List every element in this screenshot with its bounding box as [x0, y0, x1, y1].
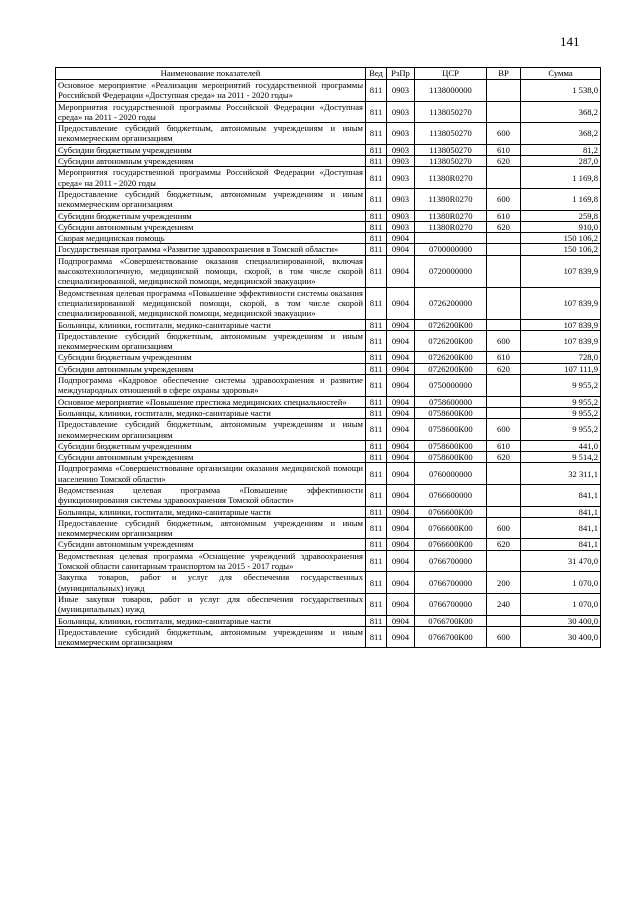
- row-name: Основное мероприятие «Повышение престижа медицинских специальностей»: [56, 396, 366, 407]
- row-vr: 620: [487, 363, 521, 374]
- table-row: [56, 572, 601, 594]
- row-csr: 0766600К00: [415, 506, 487, 517]
- row-ved: 811: [366, 244, 387, 255]
- row-rzpr: 0904: [387, 407, 415, 418]
- row-rzpr: 0904: [387, 419, 415, 441]
- table-row: [56, 287, 601, 319]
- row-vr: [487, 615, 521, 626]
- row-ved: 811: [366, 233, 387, 244]
- row-ved: 811: [366, 80, 387, 102]
- table-row: [56, 452, 601, 463]
- row-csr: 1138050270: [415, 156, 487, 167]
- row-ved: 811: [366, 419, 387, 441]
- row-vr: 620: [487, 221, 521, 232]
- row-ved: 811: [366, 330, 387, 352]
- header-ved: Вед: [366, 68, 387, 80]
- row-sum: 107 839,9: [521, 319, 601, 330]
- row-csr: 0766700000: [415, 550, 487, 572]
- row-csr: 11380R0270: [415, 221, 487, 232]
- row-ved: 811: [366, 615, 387, 626]
- row-ved: 811: [366, 101, 387, 123]
- row-rzpr: 0904: [387, 396, 415, 407]
- row-ved: 811: [366, 463, 387, 485]
- row-sum: 841,1: [521, 484, 601, 506]
- row-csr: 0766700К00: [415, 626, 487, 648]
- table-row: [56, 244, 601, 255]
- row-sum: 841,1: [521, 517, 601, 539]
- row-ved: 811: [366, 144, 387, 155]
- table-row: [56, 233, 601, 244]
- row-vr: 200: [487, 572, 521, 594]
- row-name: Предоставление субсидий бюджетным, автономным учреждениям и иным некоммерческим организациям: [56, 517, 366, 539]
- row-rzpr: 0904: [387, 244, 415, 255]
- table-row: [56, 330, 601, 352]
- table-row: [56, 188, 601, 210]
- row-rzpr: 0903: [387, 101, 415, 123]
- row-ved: 811: [366, 440, 387, 451]
- row-rzpr: 0903: [387, 80, 415, 102]
- table-row: [56, 484, 601, 506]
- row-rzpr: 0904: [387, 572, 415, 594]
- row-sum: 841,1: [521, 506, 601, 517]
- row-vr: [487, 463, 521, 485]
- row-rzpr: 0904: [387, 319, 415, 330]
- row-csr: 1138050270: [415, 123, 487, 145]
- row-vr: 600: [487, 330, 521, 352]
- row-vr: 600: [487, 626, 521, 648]
- row-name: Субсидии бюджетным учреждениям: [56, 352, 366, 363]
- header-name: Наименование показателей: [56, 68, 366, 80]
- row-name: Подпрограмма «Кадровое обеспечение системы здравоохранения и развитие международных отношений в сфере охраны здоровья»: [56, 375, 366, 397]
- row-name: Субсидии автономным учреждениям: [56, 452, 366, 463]
- row-sum: 728,0: [521, 352, 601, 363]
- row-sum: 107 839,9: [521, 255, 601, 287]
- row-name: Ведомственная целевая программа «Повышение эффективности функционирования системы здравоохранения Томской области»: [56, 484, 366, 506]
- row-name: Ведомственная целевая программа «Оснащение учреждений здравоохранения Томской области санитарным транспортом на 2015 - 2017 годы»: [56, 550, 366, 572]
- row-name: Основное мероприятие «Реализация мероприятий государственной программы Российской Федерации «Доступная среда» на 2011 - 2020 годы»: [56, 80, 366, 102]
- row-ved: 811: [366, 352, 387, 363]
- row-csr: 1138050270: [415, 144, 487, 155]
- row-csr: 0766700000: [415, 572, 487, 594]
- row-sum: 1 169,8: [521, 167, 601, 189]
- row-vr: 620: [487, 156, 521, 167]
- row-vr: 600: [487, 123, 521, 145]
- row-name: Закупка товаров, работ и услуг для обеспечения государственных (муниципальных) нужд: [56, 572, 366, 594]
- row-vr: 600: [487, 517, 521, 539]
- row-rzpr: 0904: [387, 463, 415, 485]
- row-csr: 0758600К00: [415, 407, 487, 418]
- row-rzpr: 0903: [387, 210, 415, 221]
- row-ved: 811: [366, 167, 387, 189]
- row-csr: 0766700К00: [415, 615, 487, 626]
- row-csr: 11380R0270: [415, 188, 487, 210]
- row-sum: 259,8: [521, 210, 601, 221]
- row-sum: 30 400,0: [521, 615, 601, 626]
- row-vr: 240: [487, 593, 521, 615]
- row-csr: 0726200000: [415, 287, 487, 319]
- row-name: Больницы, клиники, госпитали, медико-санитарные части: [56, 319, 366, 330]
- row-csr: 0720000000: [415, 255, 487, 287]
- row-ved: 811: [366, 156, 387, 167]
- row-sum: 150 106,2: [521, 244, 601, 255]
- row-rzpr: 0903: [387, 144, 415, 155]
- table-row: [56, 363, 601, 374]
- table-row: [56, 123, 601, 145]
- table-row: [56, 255, 601, 287]
- table-row: [56, 440, 601, 451]
- table-row: [56, 615, 601, 626]
- row-name: Предоставление субсидий бюджетным, автономным учреждениям и иным некоммерческим организациям: [56, 188, 366, 210]
- table-row: [56, 463, 601, 485]
- budget-table: [55, 67, 601, 648]
- table-row: [56, 210, 601, 221]
- row-rzpr: 0903: [387, 188, 415, 210]
- header-vr: ВР: [487, 68, 521, 80]
- row-vr: [487, 319, 521, 330]
- row-vr: [487, 375, 521, 397]
- row-ved: 811: [366, 375, 387, 397]
- row-csr: 0750000000: [415, 375, 487, 397]
- row-vr: 600: [487, 188, 521, 210]
- row-csr: 1138000000: [415, 80, 487, 102]
- row-vr: [487, 233, 521, 244]
- table-row: [56, 419, 601, 441]
- row-csr: 0758600К00: [415, 419, 487, 441]
- row-csr: 11380R0270: [415, 167, 487, 189]
- row-name: Субсидии бюджетным учреждениям: [56, 440, 366, 451]
- row-name: Подпрограмма «Совершенствование оказания специализированной, включая высокотехнологичную, медицинской помощи, скорой, в том числе скорой специализированной, медицинской помощи, медицинской эвакуации»: [56, 255, 366, 287]
- row-rzpr: 0904: [387, 330, 415, 352]
- row-vr: 620: [487, 452, 521, 463]
- row-vr: [487, 80, 521, 102]
- table-row: [56, 352, 601, 363]
- row-sum: 9 514,2: [521, 452, 601, 463]
- table-header-row: [56, 68, 601, 80]
- row-sum: 30 400,0: [521, 626, 601, 648]
- row-sum: 1 538,0: [521, 80, 601, 102]
- row-rzpr: 0904: [387, 484, 415, 506]
- row-name: Предоставление субсидий бюджетным, автономным учреждениям и иным некоммерческим организациям: [56, 123, 366, 145]
- table-row: [56, 144, 601, 155]
- row-ved: 811: [366, 626, 387, 648]
- table-row: [56, 221, 601, 232]
- row-vr: 600: [487, 419, 521, 441]
- row-ved: 811: [366, 396, 387, 407]
- row-sum: 1 169,8: [521, 188, 601, 210]
- row-ved: 811: [366, 407, 387, 418]
- row-sum: 1 070,0: [521, 572, 601, 594]
- row-sum: 81,2: [521, 144, 601, 155]
- row-csr: 0726200К00: [415, 319, 487, 330]
- row-name: Подпрограмма «Совершенствование организации оказания медицинской помощи населению Томской области»: [56, 463, 366, 485]
- row-name: Предоставление субсидий бюджетным, автономным учреждениям и иным некоммерческим организациям: [56, 330, 366, 352]
- row-csr: 11380R0270: [415, 210, 487, 221]
- row-ved: 811: [366, 593, 387, 615]
- header-sum: Сумма: [521, 68, 601, 80]
- row-rzpr: 0904: [387, 452, 415, 463]
- table-row: [56, 593, 601, 615]
- row-csr: 0758600К00: [415, 440, 487, 451]
- row-name: Субсидии автономным учреждениям: [56, 156, 366, 167]
- row-rzpr: 0903: [387, 221, 415, 232]
- row-vr: [487, 255, 521, 287]
- row-ved: 811: [366, 255, 387, 287]
- row-rzpr: 0904: [387, 255, 415, 287]
- row-csr: 0760000000: [415, 463, 487, 485]
- row-rzpr: 0904: [387, 440, 415, 451]
- row-ved: 811: [366, 319, 387, 330]
- row-sum: 841,1: [521, 539, 601, 550]
- row-rzpr: 0904: [387, 626, 415, 648]
- row-name: Скорая медицинская помощь: [56, 233, 366, 244]
- table-row: [56, 517, 601, 539]
- row-name: Ведомственная целевая программа «Повышение эффективности системы оказания специализированной медицинской помощи, скорой, в том числе скорой специализированной, медицинской помощи, медицинской эвакуации»: [56, 287, 366, 319]
- row-sum: 1 070,0: [521, 593, 601, 615]
- row-vr: [487, 167, 521, 189]
- row-rzpr: 0904: [387, 506, 415, 517]
- header-csr: ЦСР: [415, 68, 487, 80]
- row-rzpr: 0904: [387, 375, 415, 397]
- row-vr: [487, 550, 521, 572]
- row-csr: 0766600К00: [415, 539, 487, 550]
- row-ved: 811: [366, 539, 387, 550]
- row-vr: [487, 407, 521, 418]
- row-ved: 811: [366, 484, 387, 506]
- row-csr: 1138050270: [415, 101, 487, 123]
- row-csr: 0766600000: [415, 484, 487, 506]
- row-name: Субсидии бюджетным учреждениям: [56, 144, 366, 155]
- row-sum: 107 111,9: [521, 363, 601, 374]
- row-vr: 610: [487, 352, 521, 363]
- row-rzpr: 0904: [387, 550, 415, 572]
- row-rzpr: 0903: [387, 156, 415, 167]
- page-number: 141: [560, 34, 580, 49]
- row-csr: [415, 233, 487, 244]
- row-ved: 811: [366, 452, 387, 463]
- table-row: [56, 396, 601, 407]
- row-vr: [487, 484, 521, 506]
- table-row: [56, 101, 601, 123]
- row-sum: 910,0: [521, 221, 601, 232]
- row-name: Иные закупки товаров, работ и услуг для обеспечения государственных (муниципальных) нужд: [56, 593, 366, 615]
- row-sum: 441,0: [521, 440, 601, 451]
- row-rzpr: 0904: [387, 352, 415, 363]
- row-vr: [487, 244, 521, 255]
- row-csr: 0726200К00: [415, 363, 487, 374]
- row-sum: 9 955,2: [521, 407, 601, 418]
- row-ved: 811: [366, 363, 387, 374]
- row-vr: 610: [487, 210, 521, 221]
- row-vr: [487, 101, 521, 123]
- row-name: Больницы, клиники, госпитали, медико-санитарные части: [56, 407, 366, 418]
- row-sum: 32 311,1: [521, 463, 601, 485]
- row-sum: 107 839,9: [521, 287, 601, 319]
- row-csr: 0726200К00: [415, 352, 487, 363]
- row-rzpr: 0903: [387, 167, 415, 189]
- row-sum: 9 955,2: [521, 419, 601, 441]
- row-csr: 0758600000: [415, 396, 487, 407]
- row-vr: 610: [487, 440, 521, 451]
- row-rzpr: 0904: [387, 517, 415, 539]
- row-name: Предоставление субсидий бюджетным, автономным учреждениям и иным некоммерческим организациям: [56, 419, 366, 441]
- row-rzpr: 0903: [387, 123, 415, 145]
- table-row: [56, 319, 601, 330]
- row-sum: 31 470,0: [521, 550, 601, 572]
- row-name: Больницы, клиники, госпитали, медико-санитарные части: [56, 506, 366, 517]
- row-name: Мероприятия государственной программы Российской Федерации «Доступная среда» на 2011 - 2020 годы: [56, 167, 366, 189]
- row-rzpr: 0904: [387, 363, 415, 374]
- row-name: Больницы, клиники, госпитали, медико-санитарные части: [56, 615, 366, 626]
- row-sum: 9 955,2: [521, 396, 601, 407]
- row-name: Государственная программа «Развитие здравоохранения в Томской области»: [56, 244, 366, 255]
- table-row: [56, 375, 601, 397]
- row-csr: 0700000000: [415, 244, 487, 255]
- row-vr: [487, 287, 521, 319]
- row-sum: 368,2: [521, 123, 601, 145]
- table-row: [56, 539, 601, 550]
- row-rzpr: 0904: [387, 593, 415, 615]
- row-csr: 0766700000: [415, 593, 487, 615]
- row-name: Предоставление субсидий бюджетным, автономным учреждениям и иным некоммерческим организациям: [56, 626, 366, 648]
- row-sum: 368,2: [521, 101, 601, 123]
- row-sum: 150 106,2: [521, 233, 601, 244]
- row-ved: 811: [366, 572, 387, 594]
- row-csr: 0766600К00: [415, 517, 487, 539]
- table-row: [56, 506, 601, 517]
- row-csr: 0758600К00: [415, 452, 487, 463]
- row-ved: 811: [366, 123, 387, 145]
- row-ved: 811: [366, 550, 387, 572]
- row-sum: 107 839,9: [521, 330, 601, 352]
- row-name: Субсидии автономным учреждениям: [56, 363, 366, 374]
- row-name: Субсидии автономным учреждениям: [56, 539, 366, 550]
- row-ved: 811: [366, 287, 387, 319]
- table-row: [56, 550, 601, 572]
- row-csr: 0726200К00: [415, 330, 487, 352]
- table-row: [56, 626, 601, 648]
- row-vr: 620: [487, 539, 521, 550]
- row-rzpr: 0904: [387, 539, 415, 550]
- row-ved: 811: [366, 188, 387, 210]
- row-name: Субсидии автономным учреждениям: [56, 221, 366, 232]
- row-vr: [487, 506, 521, 517]
- row-sum: 9 955,2: [521, 375, 601, 397]
- row-vr: [487, 396, 521, 407]
- row-ved: 811: [366, 221, 387, 232]
- row-rzpr: 0904: [387, 233, 415, 244]
- row-name: Мероприятия государственной программы Российской Федерации «Доступная среда» на 2011 - 2020 годы: [56, 101, 366, 123]
- header-rzpr: РзПр: [387, 68, 415, 80]
- table-row: [56, 407, 601, 418]
- row-vr: 610: [487, 144, 521, 155]
- row-rzpr: 0904: [387, 615, 415, 626]
- row-ved: 811: [366, 210, 387, 221]
- table-row: [56, 156, 601, 167]
- table-row: [56, 80, 601, 102]
- table-row: [56, 167, 601, 189]
- row-rzpr: 0904: [387, 287, 415, 319]
- row-name: Субсидии бюджетным учреждениям: [56, 210, 366, 221]
- row-ved: 811: [366, 517, 387, 539]
- row-ved: 811: [366, 506, 387, 517]
- row-sum: 287,0: [521, 156, 601, 167]
